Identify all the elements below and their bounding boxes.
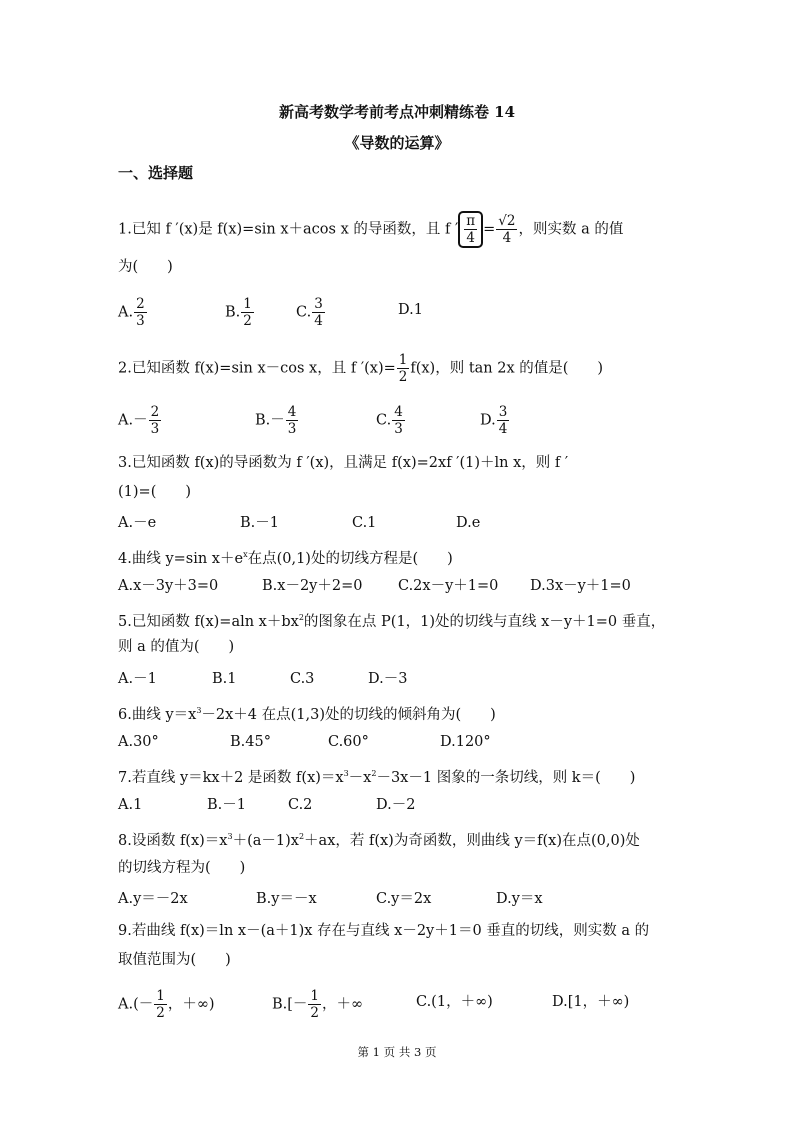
q6-option-b: B.45° [230,734,271,750]
q6-option-c: C.60° [328,734,369,750]
q7-option-c: C.2 [288,797,313,813]
q6-option-a: A.30° [118,734,159,750]
question-3-line2: (1)=( ) [118,484,192,500]
question-5-stem: 5.已知函数 f(x)=aln $x+bx^2$的图象在点 P(1，1)处的切线与直线 x－y＋1=0 垂直， [118,613,666,630]
q1-text-b: ，则实数 a 的值 [518,221,624,238]
q5-option-b: B.1 [212,671,237,687]
q1-paren-num: π [466,213,476,229]
q5-option-d: D.－3 [368,671,408,687]
q1-text-a: 1.已知 f ′(x)是 f(x)=sin x＋acos x 的导函数，且 f ′ [118,221,459,238]
question-8-stem: 8.设函数 $f(x)=x^3+(a-1)x^2+ax$，若 f(x)为奇函数，则曲线 y＝f(x)在点(0,0)处 [118,832,640,849]
q1-option-d: D.1 [398,302,423,318]
q8-option-a: A.y＝－2x [118,891,188,907]
q1-rhs-den: 4 [502,230,512,246]
question-9-line2: 取值范围为( ) [118,952,231,968]
q2-option-c: C. $\frac{4}{3}$ [376,404,403,437]
question-2-stem: 2.已知函数 f(x)=sin x－cos x，且 f ′(x)= $\frac{1}{2}$ f(x)，则 tan 2x 的值是( ) [118,352,604,385]
q2-option-b: B.－ $\frac{4}{3}$ [255,404,297,437]
q1-option-a: A. $\frac{2}{3}$ [118,296,145,329]
question-1-stem [118,211,623,248]
q9-option-a: A.(－ $\frac{1}{2}$ ，＋∞) [118,988,215,1021]
question-3-line1: 3.已知函数 f(x)的导函数为 f ′(x)，且满足 f(x)=2xf ′(1)＋ln x，则 f ′ [118,455,569,471]
question-7-stem: 7.若直线 y＝kx＋2 是函数 $f(x)=x^3-x^2-3x-1$ 图象的一条切线，则 k＝( ) [118,769,636,786]
doc-title: 新高考数学考前考点冲刺精练卷 14 [278,103,516,121]
q5-option-c: C.3 [290,671,315,687]
q4-option-c: C.2x－y＋1=0 [398,578,499,594]
q1-option-b: B. $\frac{1}{2}$ [225,296,252,329]
q6-option-d: D.120° [440,734,491,750]
q2-option-d: D. $\frac{3}{4}$ [480,404,508,437]
q1-paren-fraction [458,211,483,248]
q4-option-b: B.x－2y＋2=0 [262,578,363,594]
q1-eq: = [483,221,496,238]
page-footer: 第 1 页 共 3 页 [357,1045,437,1059]
q9-option-d: D.[1，＋∞) [552,994,630,1010]
q7-option-d: D.－2 [376,797,416,813]
q4-option-a: A.x－3y＋3=0 [118,578,219,594]
question-9-line1: 9.若曲线 f(x)＝ln x－(a＋1)x 存在与直线 x－2y＋1＝0 垂直的切线，则实数 a 的 [118,923,650,939]
q9-option-b: B.[－ $\frac{1}{2}$ ，＋∞ [272,988,364,1021]
q1-rhs-num: √2 [498,213,516,229]
q3-option-b: B.－1 [240,515,279,531]
doc-subtitle: 《导数的运算》 [344,134,450,152]
q5-option-a: A.－1 [118,671,157,687]
q1-rhs-fraction [496,213,517,246]
q2-fraction: $\frac{1}{2}$ [398,352,408,385]
question-1-line2: 为( ) [118,259,173,275]
q8-option-c: C.y＝2x [376,891,432,907]
section-heading: 一、选择题 [118,164,194,182]
q7-option-a: A.1 [118,797,143,813]
q3-option-c: C.1 [352,515,377,531]
q8-option-d: D.y＝x [496,891,543,907]
question-5-line2: 则 a 的值为( ) [118,639,235,655]
question-8-line2: 的切线方程为( ) [118,860,246,876]
q8-option-b: B.y＝－x [256,891,317,907]
q7-option-b: B.－1 [207,797,246,813]
q9-option-c: C.(1，＋∞) [416,994,493,1010]
question-6-stem: 6.曲线 $y=x^3-2x+4$ 在点(1,3)处的切线的倾斜角为( ) [118,706,496,723]
q3-option-d: D.e [456,515,481,531]
q2-option-a: A.－ $\frac{2}{3}$ [118,404,160,437]
q1-paren-den: 4 [466,230,475,246]
q1-option-c: C. $\frac{3}{4}$ [296,296,323,329]
q3-option-a: A.－e [118,515,157,531]
q4-option-d: D.3x－y＋1=0 [530,578,631,594]
question-4-stem: 4.曲线 y=sin $x+e^x$在点(0,1)处的切线方程是( ) [118,550,453,567]
